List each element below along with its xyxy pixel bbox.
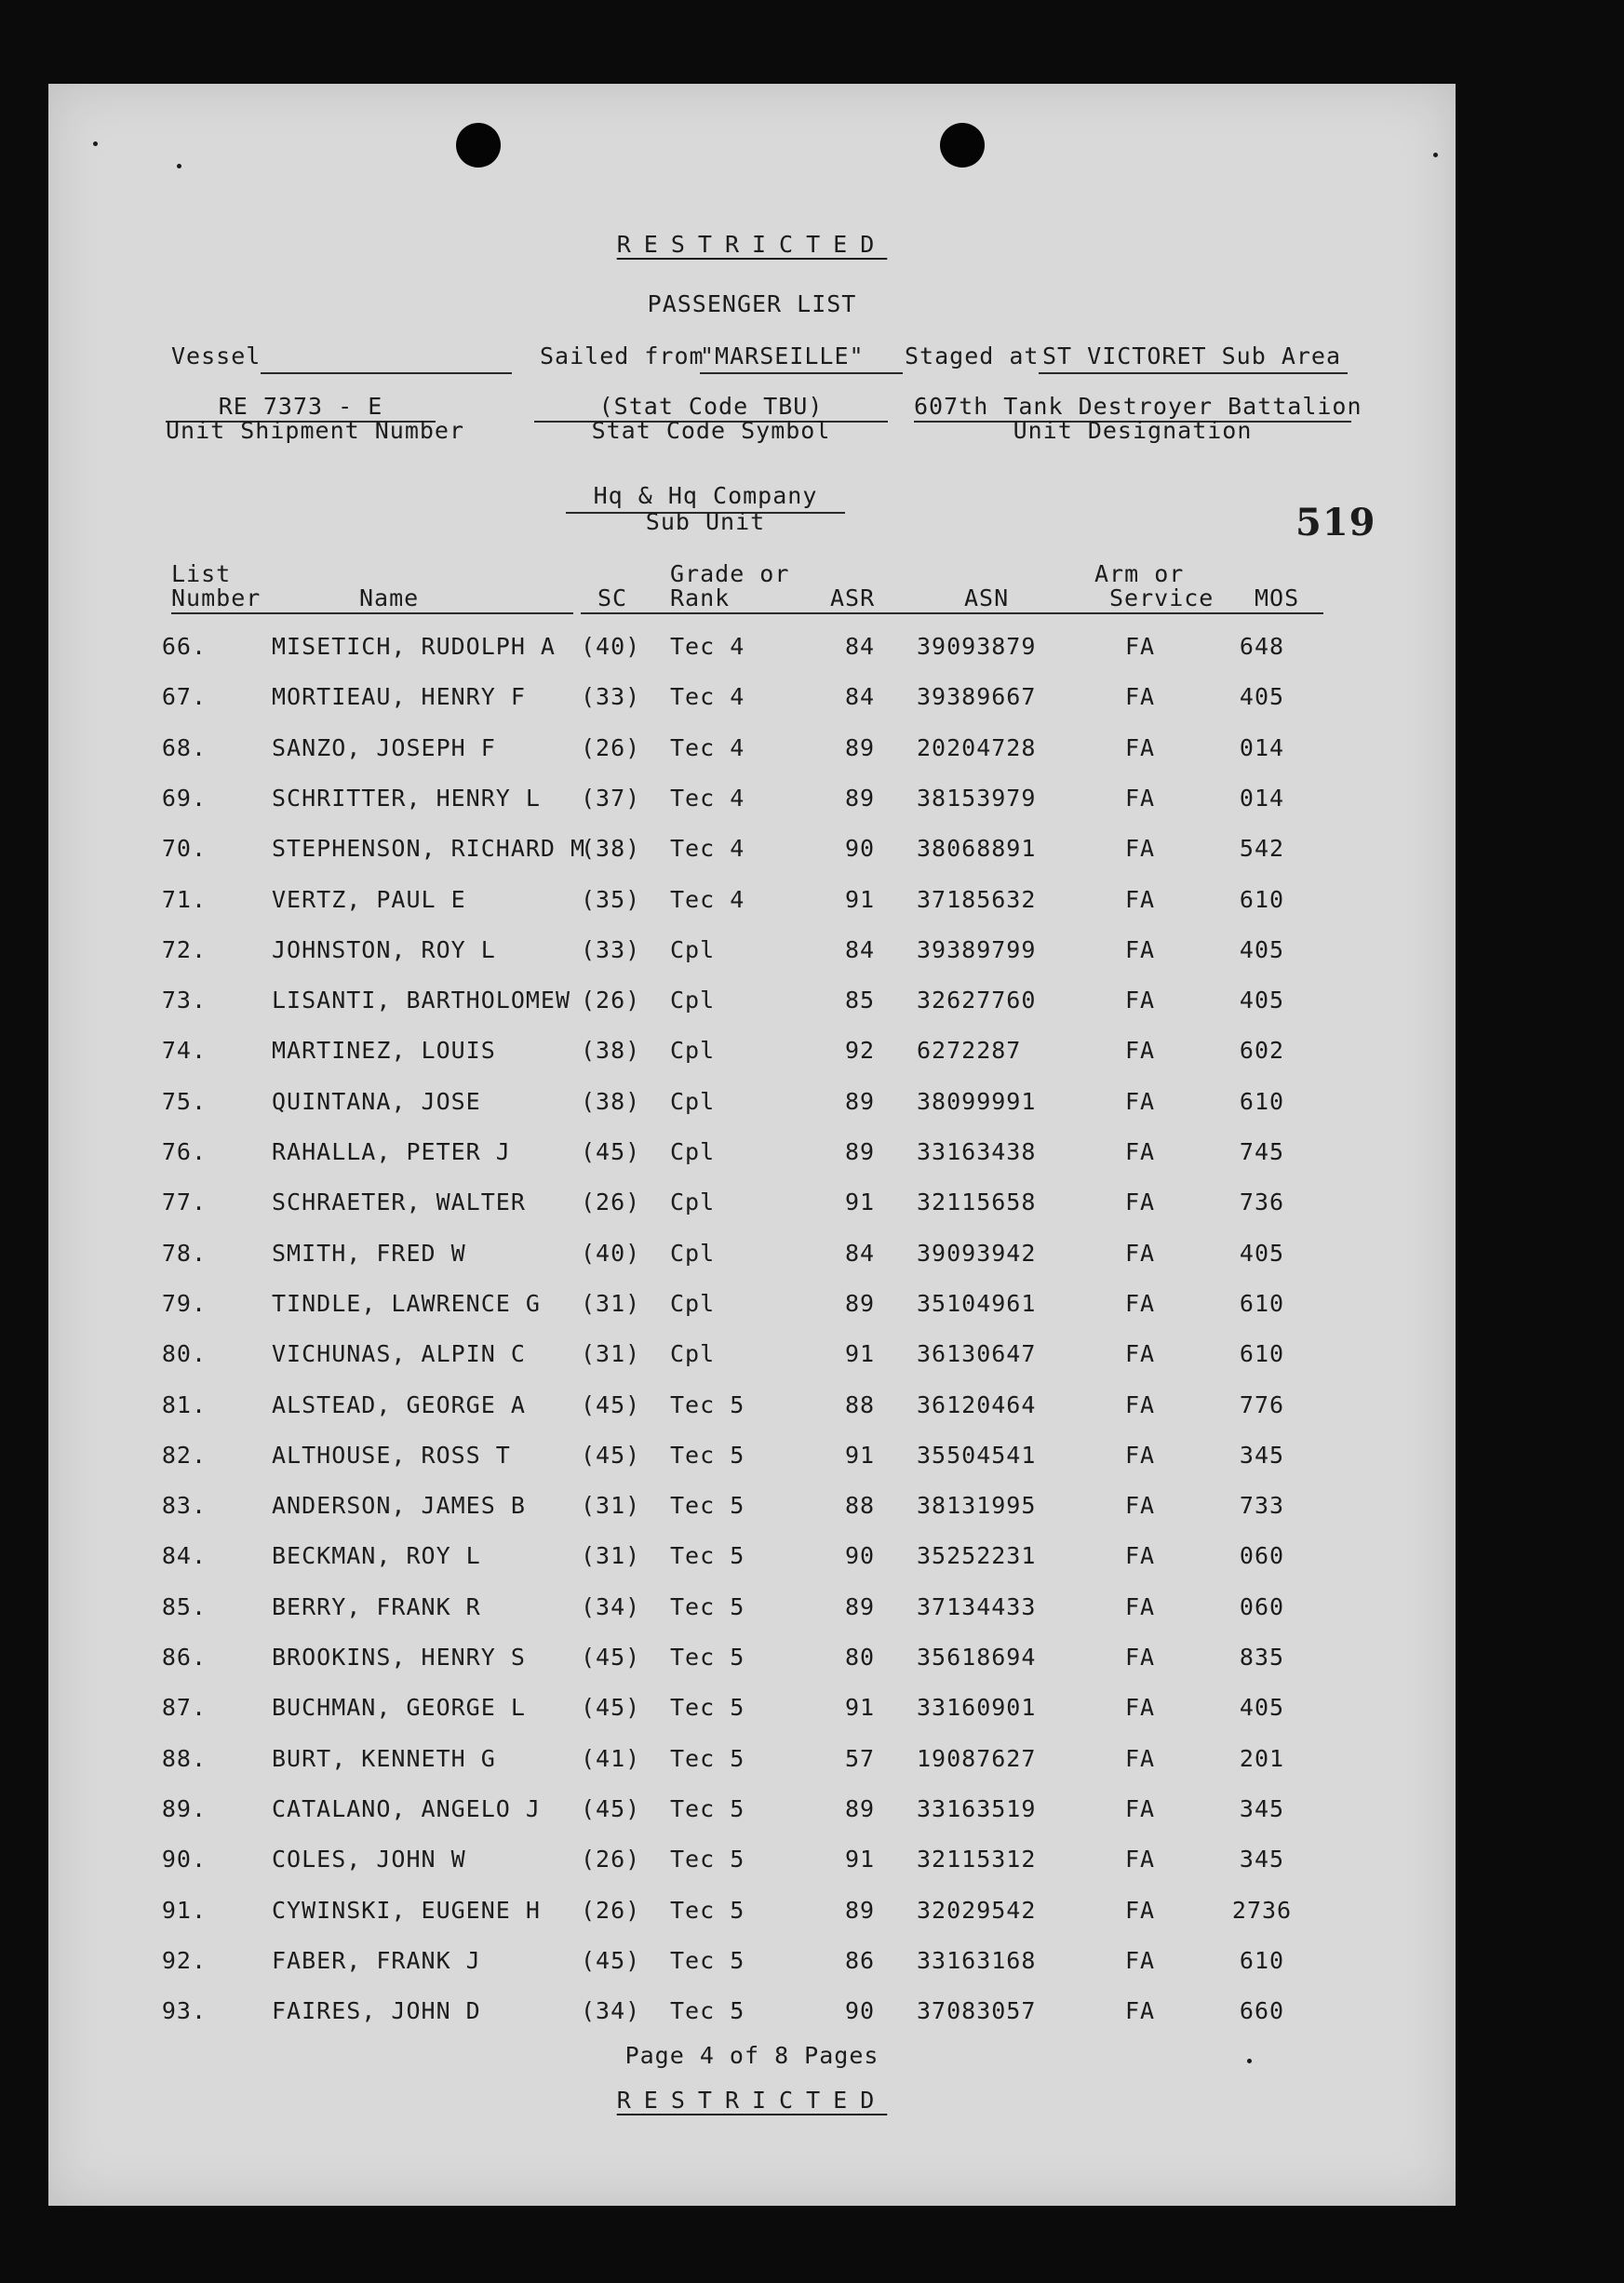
arm-service: FA bbox=[1124, 683, 1156, 710]
mos-code: 405 bbox=[1239, 987, 1285, 1014]
grade-rank: Tec 4 bbox=[670, 734, 745, 761]
list-number: 71. bbox=[161, 886, 207, 913]
passenger-name: STEPHENSON, RICHARD M bbox=[272, 835, 586, 862]
asr-score: 90 bbox=[844, 835, 876, 862]
unit-shipment-caption: Unit Shipment Number bbox=[166, 417, 465, 444]
grade-rank: Cpl bbox=[670, 1290, 716, 1317]
mos-code: 345 bbox=[1239, 1846, 1285, 1873]
arm-service: FA bbox=[1124, 987, 1156, 1014]
asr-score: 89 bbox=[844, 1088, 876, 1115]
grade-rank: Cpl bbox=[670, 936, 716, 963]
asn-number: 35618694 bbox=[917, 1644, 1037, 1671]
asr-score: 88 bbox=[844, 1492, 876, 1519]
arm-service: FA bbox=[1124, 1897, 1156, 1924]
table-row bbox=[48, 633, 1456, 670]
asn-number: 32627760 bbox=[917, 987, 1037, 1014]
passenger-name: CYWINSKI, EUGENE H bbox=[272, 1897, 541, 1924]
list-number: 81. bbox=[161, 1391, 207, 1418]
arm-service: FA bbox=[1124, 1037, 1156, 1064]
table-row bbox=[48, 1240, 1456, 1277]
arm-service: FA bbox=[1124, 886, 1156, 913]
asr-score: 91 bbox=[844, 1340, 876, 1367]
table-row bbox=[48, 1037, 1456, 1074]
table-row bbox=[48, 1290, 1456, 1327]
grade-rank: Cpl bbox=[670, 1088, 716, 1115]
sc-code: (45) bbox=[581, 1644, 641, 1671]
asn-number: 38068891 bbox=[917, 835, 1037, 862]
mos-code: 660 bbox=[1239, 1997, 1285, 2024]
grade-rank: Cpl bbox=[670, 1037, 716, 1064]
passenger-name: ALTHOUSE, ROSS T bbox=[272, 1442, 511, 1469]
speck bbox=[177, 164, 181, 168]
list-number: 83. bbox=[161, 1492, 207, 1519]
asn-number: 39093879 bbox=[917, 633, 1037, 660]
passenger-name: FABER, FRANK J bbox=[272, 1947, 481, 1974]
passenger-name: ALSTEAD, GEORGE A bbox=[272, 1391, 526, 1418]
sc-code: (26) bbox=[581, 734, 641, 761]
passenger-name: BECKMAN, ROY L bbox=[272, 1542, 481, 1569]
passenger-name: JOHNSTON, ROY L bbox=[272, 936, 496, 963]
stat-code-caption: Stat Code Symbol bbox=[591, 417, 831, 444]
asn-number: 33163519 bbox=[917, 1795, 1037, 1822]
asr-score: 86 bbox=[844, 1947, 876, 1974]
grade-rank: Tec 5 bbox=[670, 1644, 745, 1671]
passenger-name: MISETICH, RUDOLPH A bbox=[272, 633, 556, 660]
table-row bbox=[48, 1795, 1456, 1833]
asn-number: 39389799 bbox=[917, 936, 1037, 963]
table-row bbox=[48, 1088, 1456, 1125]
table-row bbox=[48, 1897, 1456, 1934]
table-row bbox=[48, 1593, 1456, 1631]
table-row bbox=[48, 1947, 1456, 1984]
grade-rank: Tec 5 bbox=[670, 1442, 745, 1469]
col-arm-2: Service bbox=[1109, 584, 1215, 611]
arm-service: FA bbox=[1124, 1391, 1156, 1418]
mos-code: 060 bbox=[1239, 1542, 1285, 1569]
sc-code: (41) bbox=[581, 1745, 641, 1772]
mos-code: 610 bbox=[1239, 886, 1285, 913]
mos-code: 745 bbox=[1239, 1138, 1285, 1165]
col-grade-1: Grade or bbox=[670, 560, 790, 587]
passenger-name: SANZO, JOSEPH F bbox=[272, 734, 496, 761]
sc-code: (34) bbox=[581, 1997, 641, 2024]
asr-score: 85 bbox=[844, 987, 876, 1014]
stat-code: (Stat Code TBU) bbox=[598, 393, 824, 420]
passenger-name: CATALANO, ANGELO J bbox=[272, 1795, 541, 1822]
asr-score: 84 bbox=[844, 936, 876, 963]
asn-number: 38153979 bbox=[917, 785, 1037, 812]
asr-score: 89 bbox=[844, 785, 876, 812]
mos-code: 610 bbox=[1239, 1340, 1285, 1367]
sc-code: (45) bbox=[581, 1138, 641, 1165]
sc-code: (40) bbox=[581, 1240, 641, 1267]
asn-number: 37134433 bbox=[917, 1593, 1037, 1620]
table-row bbox=[48, 1340, 1456, 1377]
mos-code: 405 bbox=[1239, 683, 1285, 710]
grade-rank: Tec 5 bbox=[670, 1492, 745, 1519]
asr-score: 57 bbox=[844, 1745, 876, 1772]
sailed-from-label: Sailed from bbox=[540, 342, 705, 369]
header-rule-right bbox=[581, 612, 1323, 614]
asr-score: 91 bbox=[844, 1846, 876, 1873]
list-number: 66. bbox=[161, 633, 207, 660]
table-row bbox=[48, 1694, 1456, 1731]
list-number: 93. bbox=[161, 1997, 207, 2024]
stamped-page-number: 519 bbox=[1295, 501, 1376, 544]
passenger-name: MARTINEZ, LOUIS bbox=[272, 1037, 496, 1064]
grade-rank: Cpl bbox=[670, 1240, 716, 1267]
grade-rank: Tec 4 bbox=[670, 835, 745, 862]
col-grade-2: Rank bbox=[670, 584, 731, 611]
list-number: 78. bbox=[161, 1240, 207, 1267]
asr-score: 91 bbox=[844, 886, 876, 913]
passenger-name: SCHRITTER, HENRY L bbox=[272, 785, 541, 812]
list-number: 76. bbox=[161, 1138, 207, 1165]
mos-code: 610 bbox=[1239, 1088, 1285, 1115]
asr-score: 84 bbox=[844, 1240, 876, 1267]
mos-code: 776 bbox=[1239, 1391, 1285, 1418]
asr-score: 84 bbox=[844, 633, 876, 660]
grade-rank: Tec 5 bbox=[670, 1542, 745, 1569]
sailed-from-underline bbox=[700, 372, 903, 374]
grade-rank: Tec 4 bbox=[670, 886, 745, 913]
passenger-name: LISANTI, BARTHOLOMEW bbox=[272, 987, 571, 1014]
list-number: 72. bbox=[161, 936, 207, 963]
mos-code: 835 bbox=[1239, 1644, 1285, 1671]
asn-number: 38131995 bbox=[917, 1492, 1037, 1519]
list-number: 73. bbox=[161, 987, 207, 1014]
passenger-name: QUINTANA, JOSE bbox=[272, 1088, 481, 1115]
arm-service: FA bbox=[1124, 1088, 1156, 1115]
asn-number: 37185632 bbox=[917, 886, 1037, 913]
sc-code: (38) bbox=[581, 835, 641, 862]
mos-code: 014 bbox=[1239, 785, 1285, 812]
sc-code: (34) bbox=[581, 1593, 641, 1620]
sc-code: (37) bbox=[581, 785, 641, 812]
arm-service: FA bbox=[1124, 1846, 1156, 1873]
table-row bbox=[48, 1391, 1456, 1429]
grade-rank: Tec 5 bbox=[670, 1947, 745, 1974]
mos-code: 405 bbox=[1239, 936, 1285, 963]
grade-rank: Cpl bbox=[670, 1189, 716, 1215]
staged-at-label: Staged at bbox=[905, 342, 1040, 369]
arm-service: FA bbox=[1124, 1795, 1156, 1822]
list-number: 80. bbox=[161, 1340, 207, 1367]
arm-service: FA bbox=[1124, 1189, 1156, 1215]
table-row bbox=[48, 785, 1456, 822]
sc-code: (45) bbox=[581, 1795, 641, 1822]
unit-designation-caption: Unit Designation bbox=[1013, 417, 1253, 444]
mos-code: 014 bbox=[1239, 734, 1285, 761]
table-row bbox=[48, 1492, 1456, 1529]
asr-score: 90 bbox=[844, 1542, 876, 1569]
grade-rank: Tec 5 bbox=[670, 1694, 745, 1721]
asr-score: 91 bbox=[844, 1694, 876, 1721]
asr-score: 90 bbox=[844, 1997, 876, 2024]
sc-code: (38) bbox=[581, 1037, 641, 1064]
asn-number: 39389667 bbox=[917, 683, 1037, 710]
arm-service: FA bbox=[1124, 633, 1156, 660]
passenger-name: FAIRES, JOHN D bbox=[272, 1997, 481, 2024]
sc-code: (35) bbox=[581, 886, 641, 913]
asn-number: 35104961 bbox=[917, 1290, 1037, 1317]
col-asr: ASR bbox=[830, 584, 876, 611]
col-list-number-2: Number bbox=[171, 584, 262, 611]
sc-code: (38) bbox=[581, 1088, 641, 1115]
arm-service: FA bbox=[1124, 785, 1156, 812]
list-number: 75. bbox=[161, 1088, 207, 1115]
list-number: 87. bbox=[161, 1694, 207, 1721]
mos-code: 602 bbox=[1239, 1037, 1285, 1064]
sc-code: (31) bbox=[581, 1492, 641, 1519]
asn-number: 33160901 bbox=[917, 1694, 1037, 1721]
table-row bbox=[48, 1189, 1456, 1226]
punch-hole-right bbox=[940, 123, 985, 168]
list-number: 88. bbox=[161, 1745, 207, 1772]
table-row bbox=[48, 1745, 1456, 1782]
sc-code: (45) bbox=[581, 1442, 641, 1469]
arm-service: FA bbox=[1124, 1340, 1156, 1367]
sc-code: (26) bbox=[581, 1897, 641, 1924]
grade-rank: Cpl bbox=[670, 987, 716, 1014]
speck bbox=[1433, 153, 1438, 157]
passenger-name: RAHALLA, PETER J bbox=[272, 1138, 511, 1165]
sc-code: (40) bbox=[581, 633, 641, 660]
arm-service: FA bbox=[1124, 1290, 1156, 1317]
list-number: 89. bbox=[161, 1795, 207, 1822]
passenger-name: COLES, JOHN W bbox=[272, 1846, 466, 1873]
asr-score: 89 bbox=[844, 1138, 876, 1165]
asn-number: 6272287 bbox=[917, 1037, 1022, 1064]
mos-code: 610 bbox=[1239, 1290, 1285, 1317]
sailed-from-value: "MARSEILLE" bbox=[700, 342, 865, 369]
page-footer: Page 4 of 8 Pages bbox=[624, 2042, 879, 2069]
passenger-name: BROOKINS, HENRY S bbox=[272, 1644, 526, 1671]
restricted-footer: RESTRICTED bbox=[616, 2087, 888, 2114]
passenger-name: BUCHMAN, GEORGE L bbox=[272, 1694, 526, 1721]
mos-code: 060 bbox=[1239, 1593, 1285, 1620]
grade-rank: Tec 5 bbox=[670, 1593, 745, 1620]
grade-rank: Tec 5 bbox=[670, 1391, 745, 1418]
passenger-name: BURT, KENNETH G bbox=[272, 1745, 496, 1772]
asn-number: 39093942 bbox=[917, 1240, 1037, 1267]
sc-code: (33) bbox=[581, 936, 641, 963]
grade-rank: Cpl bbox=[670, 1138, 716, 1165]
passenger-name: SMITH, FRED W bbox=[272, 1240, 466, 1267]
asn-number: 37083057 bbox=[917, 1997, 1037, 2024]
list-number: 69. bbox=[161, 785, 207, 812]
asn-number: 38099991 bbox=[917, 1088, 1037, 1115]
grade-rank: Tec 4 bbox=[670, 785, 745, 812]
asr-score: 89 bbox=[844, 734, 876, 761]
table-row bbox=[48, 1846, 1456, 1883]
list-number: 86. bbox=[161, 1644, 207, 1671]
passenger-name: TINDLE, LAWRENCE G bbox=[272, 1290, 541, 1317]
asn-number: 19087627 bbox=[917, 1745, 1037, 1772]
sub-unit: Hq & Hq Company bbox=[593, 482, 818, 509]
list-number: 79. bbox=[161, 1290, 207, 1317]
asn-number: 32115658 bbox=[917, 1189, 1037, 1215]
grade-rank: Tec 5 bbox=[670, 1745, 745, 1772]
table-row bbox=[48, 734, 1456, 772]
col-sc: SC bbox=[597, 584, 628, 611]
asr-score: 92 bbox=[844, 1037, 876, 1064]
arm-service: FA bbox=[1124, 1240, 1156, 1267]
arm-service: FA bbox=[1124, 1947, 1156, 1974]
mos-code: 542 bbox=[1239, 835, 1285, 862]
list-number: 92. bbox=[161, 1947, 207, 1974]
asn-number: 36120464 bbox=[917, 1391, 1037, 1418]
arm-service: FA bbox=[1124, 734, 1156, 761]
mos-code: 610 bbox=[1239, 1947, 1285, 1974]
mos-code: 201 bbox=[1239, 1745, 1285, 1772]
table-row bbox=[48, 886, 1456, 923]
table-row bbox=[48, 683, 1456, 720]
staged-at-underline bbox=[1039, 372, 1348, 374]
asn-number: 36130647 bbox=[917, 1340, 1037, 1367]
passenger-name: SCHRAETER, WALTER bbox=[272, 1189, 526, 1215]
sc-code: (26) bbox=[581, 987, 641, 1014]
col-mos: MOS bbox=[1255, 584, 1300, 611]
sc-code: (26) bbox=[581, 1189, 641, 1215]
asr-score: 84 bbox=[844, 683, 876, 710]
arm-service: FA bbox=[1124, 1442, 1156, 1469]
grade-rank: Tec 5 bbox=[670, 1795, 745, 1822]
mos-code: 405 bbox=[1239, 1240, 1285, 1267]
arm-service: FA bbox=[1124, 1694, 1156, 1721]
asn-number: 20204728 bbox=[917, 734, 1037, 761]
mos-code: 648 bbox=[1239, 633, 1285, 660]
sc-code: (31) bbox=[581, 1340, 641, 1367]
arm-service: FA bbox=[1124, 1138, 1156, 1165]
col-list-number-1: List bbox=[171, 560, 232, 587]
grade-rank: Tec 5 bbox=[670, 1997, 745, 2024]
arm-service: FA bbox=[1124, 1542, 1156, 1569]
asr-score: 91 bbox=[844, 1189, 876, 1215]
col-name: Name bbox=[359, 584, 420, 611]
list-number: 84. bbox=[161, 1542, 207, 1569]
list-number: 91. bbox=[161, 1897, 207, 1924]
list-number: 82. bbox=[161, 1442, 207, 1469]
asr-score: 89 bbox=[844, 1795, 876, 1822]
list-number: 68. bbox=[161, 734, 207, 761]
asn-number: 32115312 bbox=[917, 1846, 1037, 1873]
arm-service: FA bbox=[1124, 936, 1156, 963]
sc-code: (31) bbox=[581, 1542, 641, 1569]
sc-code: (26) bbox=[581, 1846, 641, 1873]
asr-score: 80 bbox=[844, 1644, 876, 1671]
table-row bbox=[48, 987, 1456, 1024]
table-row bbox=[48, 1644, 1456, 1681]
arm-service: FA bbox=[1124, 1997, 1156, 2024]
punch-hole-left bbox=[456, 123, 501, 168]
vessel-label: Vessel bbox=[171, 342, 262, 369]
list-number: 67. bbox=[161, 683, 207, 710]
asr-score: 89 bbox=[844, 1290, 876, 1317]
mos-code: 345 bbox=[1239, 1442, 1285, 1469]
asn-number: 33163438 bbox=[917, 1138, 1037, 1165]
arm-service: FA bbox=[1124, 1593, 1156, 1620]
passenger-name: VERTZ, PAUL E bbox=[272, 886, 466, 913]
table-row bbox=[48, 1138, 1456, 1175]
sc-code: (33) bbox=[581, 683, 641, 710]
list-number: 70. bbox=[161, 835, 207, 862]
grade-rank: Tec 4 bbox=[670, 633, 745, 660]
grade-rank: Tec 5 bbox=[670, 1897, 745, 1924]
document-page bbox=[48, 84, 1456, 2206]
col-arm-1: Arm or bbox=[1094, 560, 1185, 587]
mos-code: 733 bbox=[1239, 1492, 1285, 1519]
speck bbox=[93, 141, 98, 146]
mos-code: 2736 bbox=[1231, 1897, 1293, 1924]
asn-number: 33163168 bbox=[917, 1947, 1037, 1974]
table-row bbox=[48, 936, 1456, 974]
staged-at-value: ST VICTORET Sub Area bbox=[1042, 342, 1342, 369]
vessel-underline bbox=[261, 372, 512, 374]
sc-code: (45) bbox=[581, 1947, 641, 1974]
sub-unit-caption: Sub Unit bbox=[645, 508, 766, 535]
header-rule-left bbox=[171, 612, 573, 614]
arm-service: FA bbox=[1124, 835, 1156, 862]
unit-designation: 607th Tank Destroyer Battalion bbox=[914, 393, 1362, 420]
passenger-name: ANDERSON, JAMES B bbox=[272, 1492, 526, 1519]
grade-rank: Tec 5 bbox=[670, 1846, 745, 1873]
asr-score: 89 bbox=[844, 1897, 876, 1924]
asn-number: 35504541 bbox=[917, 1442, 1037, 1469]
list-number: 90. bbox=[161, 1846, 207, 1873]
asr-score: 88 bbox=[844, 1391, 876, 1418]
arm-service: FA bbox=[1124, 1745, 1156, 1772]
sc-code: (45) bbox=[581, 1694, 641, 1721]
arm-service: FA bbox=[1124, 1492, 1156, 1519]
table-row bbox=[48, 1442, 1456, 1479]
list-number: 77. bbox=[161, 1189, 207, 1215]
col-asn: ASN bbox=[964, 584, 1010, 611]
restricted-header: RESTRICTED bbox=[616, 231, 888, 258]
asr-score: 91 bbox=[844, 1442, 876, 1469]
mos-code: 405 bbox=[1239, 1694, 1285, 1721]
table-row bbox=[48, 1542, 1456, 1579]
asn-number: 35252231 bbox=[917, 1542, 1037, 1569]
list-number: 74. bbox=[161, 1037, 207, 1064]
page-title: PASSENGER LIST bbox=[647, 290, 857, 317]
asn-number: 32029542 bbox=[917, 1897, 1037, 1924]
table-row bbox=[48, 1997, 1456, 2035]
table-row bbox=[48, 835, 1456, 872]
grade-rank: Cpl bbox=[670, 1340, 716, 1367]
sc-code: (45) bbox=[581, 1391, 641, 1418]
arm-service: FA bbox=[1124, 1644, 1156, 1671]
mos-code: 345 bbox=[1239, 1795, 1285, 1822]
passenger-name: BERRY, FRANK R bbox=[272, 1593, 481, 1620]
list-number: 85. bbox=[161, 1593, 207, 1620]
passenger-name: VICHUNAS, ALPIN C bbox=[272, 1340, 526, 1367]
sc-code: (31) bbox=[581, 1290, 641, 1317]
grade-rank: Tec 4 bbox=[670, 683, 745, 710]
passenger-name: MORTIEAU, HENRY F bbox=[272, 683, 526, 710]
asr-score: 89 bbox=[844, 1593, 876, 1620]
mos-code: 736 bbox=[1239, 1189, 1285, 1215]
unit-shipment-number: RE 7373 - E bbox=[218, 393, 383, 420]
